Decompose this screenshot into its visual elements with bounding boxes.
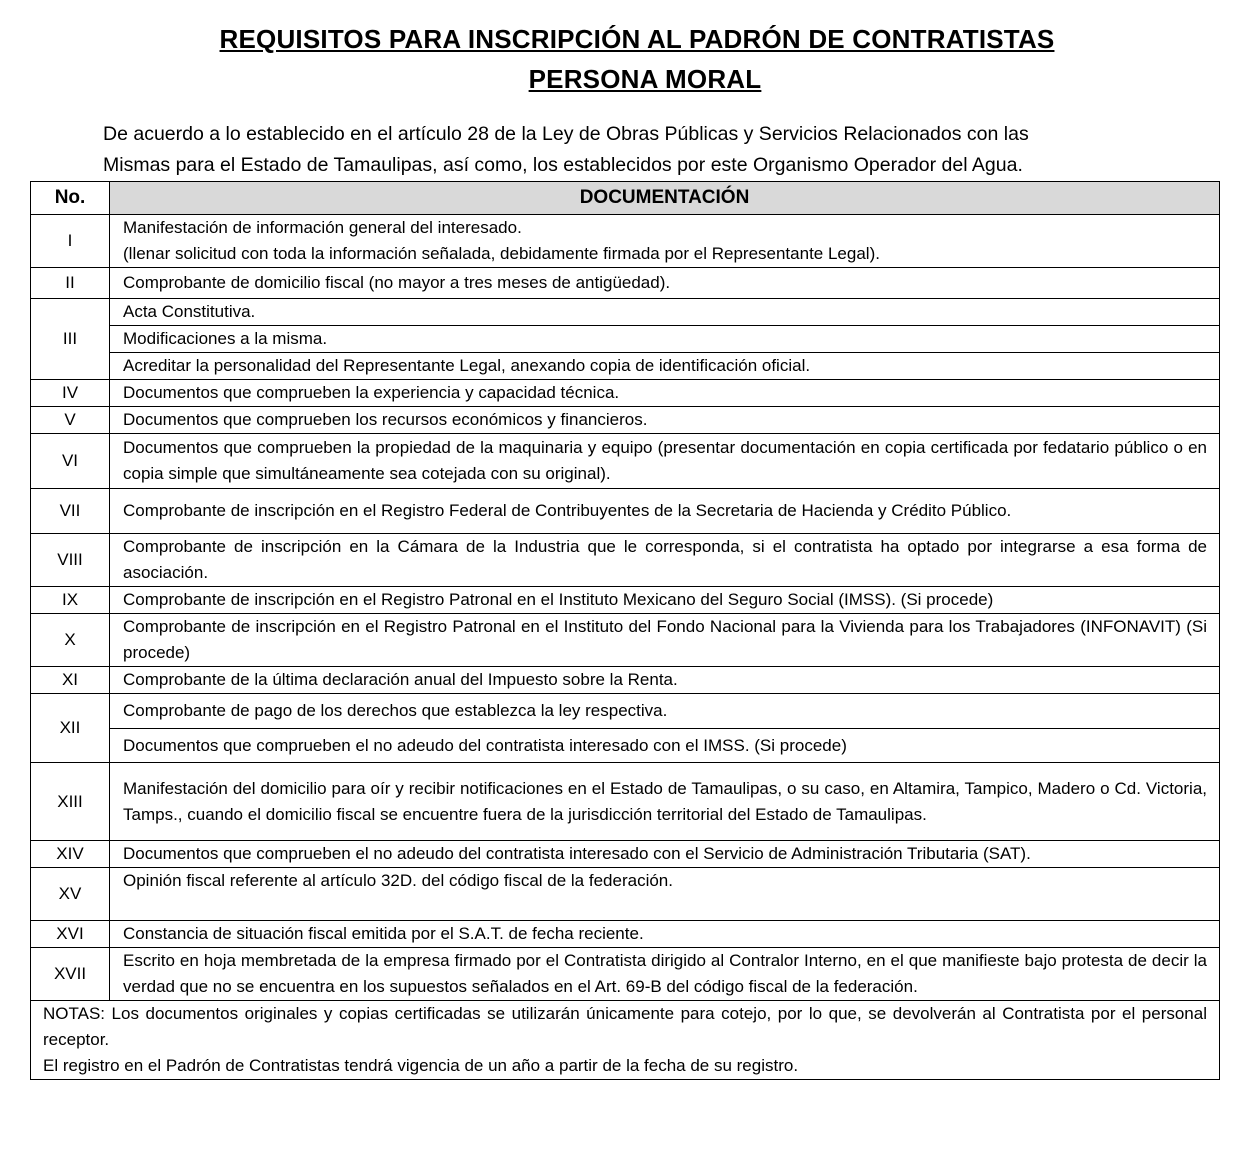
row-documentation [110,215,1220,268]
table-header-row [31,182,1220,215]
table-row [31,299,1220,326]
row-number: XIV [31,841,110,868]
row-number: XV [31,868,110,921]
row-documentation: Comprobante de pago de los derechos que establezca la ley respectiva. [110,694,1220,729]
row-number: VIII [31,534,110,587]
table-row [31,948,1220,1001]
doc-line: Manifestación de información general del interesado. [123,218,522,237]
table-row [31,407,1220,434]
row-documentation: Documentos que comprueben los recursos económicos y financieros. [110,407,1220,434]
column-header-number: No. [31,182,110,215]
row-documentation: Comprobante de inscripción en el Registro Patronal en el Instituto del Fondo Nacional para la Vivienda para los Trabajadores (INFONAVIT) (Si procede) [110,614,1220,667]
row-number: XVII [31,948,110,1001]
row-documentation: Comprobante de la última declaración anual del Impuesto sobre la Renta. [110,667,1220,694]
row-number: I [31,215,110,268]
row-documentation: Constancia de situación fiscal emitida por el S.A.T. de fecha reciente. [110,921,1220,948]
document-title-line-1: REQUISITOS PARA INSCRIPCIÓN AL PADRÓN DE CONTRATISTAS [219,24,1055,54]
notes-row [31,1001,1220,1080]
row-documentation: Documentos que comprueben el no adeudo del contratista interesado con el IMSS. (Si procede) [110,729,1220,763]
notes-line: NOTAS: Los documentos originales y copias certificadas se utilizarán únicamente para cotejo, por lo que, se devolverán al Contratista por el personal receptor. [43,1004,1207,1049]
table-row [31,215,1220,268]
row-documentation: Comprobante de domicilio fiscal (no mayor a tres meses de antigüedad). [110,268,1220,299]
row-documentation: Documentos que comprueben la experiencia y capacidad técnica. [110,380,1220,407]
column-header-documentation: DOCUMENTACIÓN [110,182,1220,215]
table-row [31,694,1220,729]
row-documentation: Comprobante de inscripción en la Cámara de la Industria que le corresponda, si el contratista ha optado por integrarse a esa forma de asociación. [110,534,1220,587]
row-number: IX [31,587,110,614]
row-number: VI [31,434,110,489]
notes-cell [31,1001,1220,1080]
table-row [31,841,1220,868]
table-row [31,268,1220,299]
table-row [31,763,1220,841]
row-number: VII [31,489,110,534]
table-row [31,729,1220,763]
row-documentation: Documentos que comprueben la propiedad de la maquinaria y equipo (presentar documentación en copia certificada por fedatario público o en copia simple que simultáneamente sea cotejada con su original). [110,434,1220,489]
table-row [31,380,1220,407]
intro-paragraph-line-2: Mismas para el Estado de Tamaulipas, así como, los establecidos por este Organismo Operador del Agua. [103,154,1023,176]
row-documentation: Modificaciones a la misma. [110,326,1220,353]
row-number: XII [31,694,110,763]
table-row [31,353,1220,380]
table-row [31,534,1220,587]
row-documentation: Manifestación del domicilio para oír y recibir notificaciones en el Estado de Tamaulipas, o su caso, en Altamira, Tampico, Madero o Cd. Victoria, Tamps., cuando el domicilio fiscal se encuentre fuera de la jurisdicción territorial del Estado de Tamaulipas. [110,763,1220,841]
table-row [31,868,1220,921]
row-number: V [31,407,110,434]
row-documentation: Acta Constitutiva. [110,299,1220,326]
table-row [31,587,1220,614]
row-number: II [31,268,110,299]
row-number: III [31,299,110,380]
row-number: XI [31,667,110,694]
row-documentation: Comprobante de inscripción en el Registro Patronal en el Instituto Mexicano del Seguro Social (IMSS). (Si procede) [110,587,1220,614]
document-title-line-2: PERSONA MORAL [528,64,762,94]
row-documentation: Escrito en hoja membretada de la empresa firmado por el Contratista dirigido al Contralor Interno, en el que manifieste bajo protesta de decir la verdad que no se encuentra en los supuestos señalados en el Art. 69-B del código fiscal de la federación. [110,948,1220,1001]
row-number: XIII [31,763,110,841]
table-row [31,489,1220,534]
row-number: XVI [31,921,110,948]
table-row [31,434,1220,489]
doc-line: (llenar solicitud con toda la información señalada, debidamente firmada por el Representante Legal). [123,244,880,263]
row-documentation: Acreditar la personalidad del Representante Legal, anexando copia de identificación oficial. [110,353,1220,380]
row-number: X [31,614,110,667]
row-number: IV [31,380,110,407]
row-documentation: Documentos que comprueben el no adeudo del contratista interesado con el Servicio de Administración Tributaria (SAT). [110,841,1220,868]
table-row [31,921,1220,948]
row-documentation: Comprobante de inscripción en el Registro Federal de Contribuyentes de la Secretaria de Hacienda y Crédito Público. [110,489,1220,534]
intro-paragraph-line-1: De acuerdo a lo establecido en el artículo 28 de la Ley de Obras Públicas y Servicios Relacionados con las [103,123,1029,145]
row-documentation: Opinión fiscal referente al artículo 32D. del código fiscal de la federación. [110,868,1220,921]
notes-line: El registro en el Padrón de Contratistas tendrá vigencia de un año a partir de la fecha de su registro. [43,1056,799,1075]
requirements-table [30,181,1220,1080]
table-row [31,667,1220,694]
table-row [31,614,1220,667]
table-row [31,326,1220,353]
